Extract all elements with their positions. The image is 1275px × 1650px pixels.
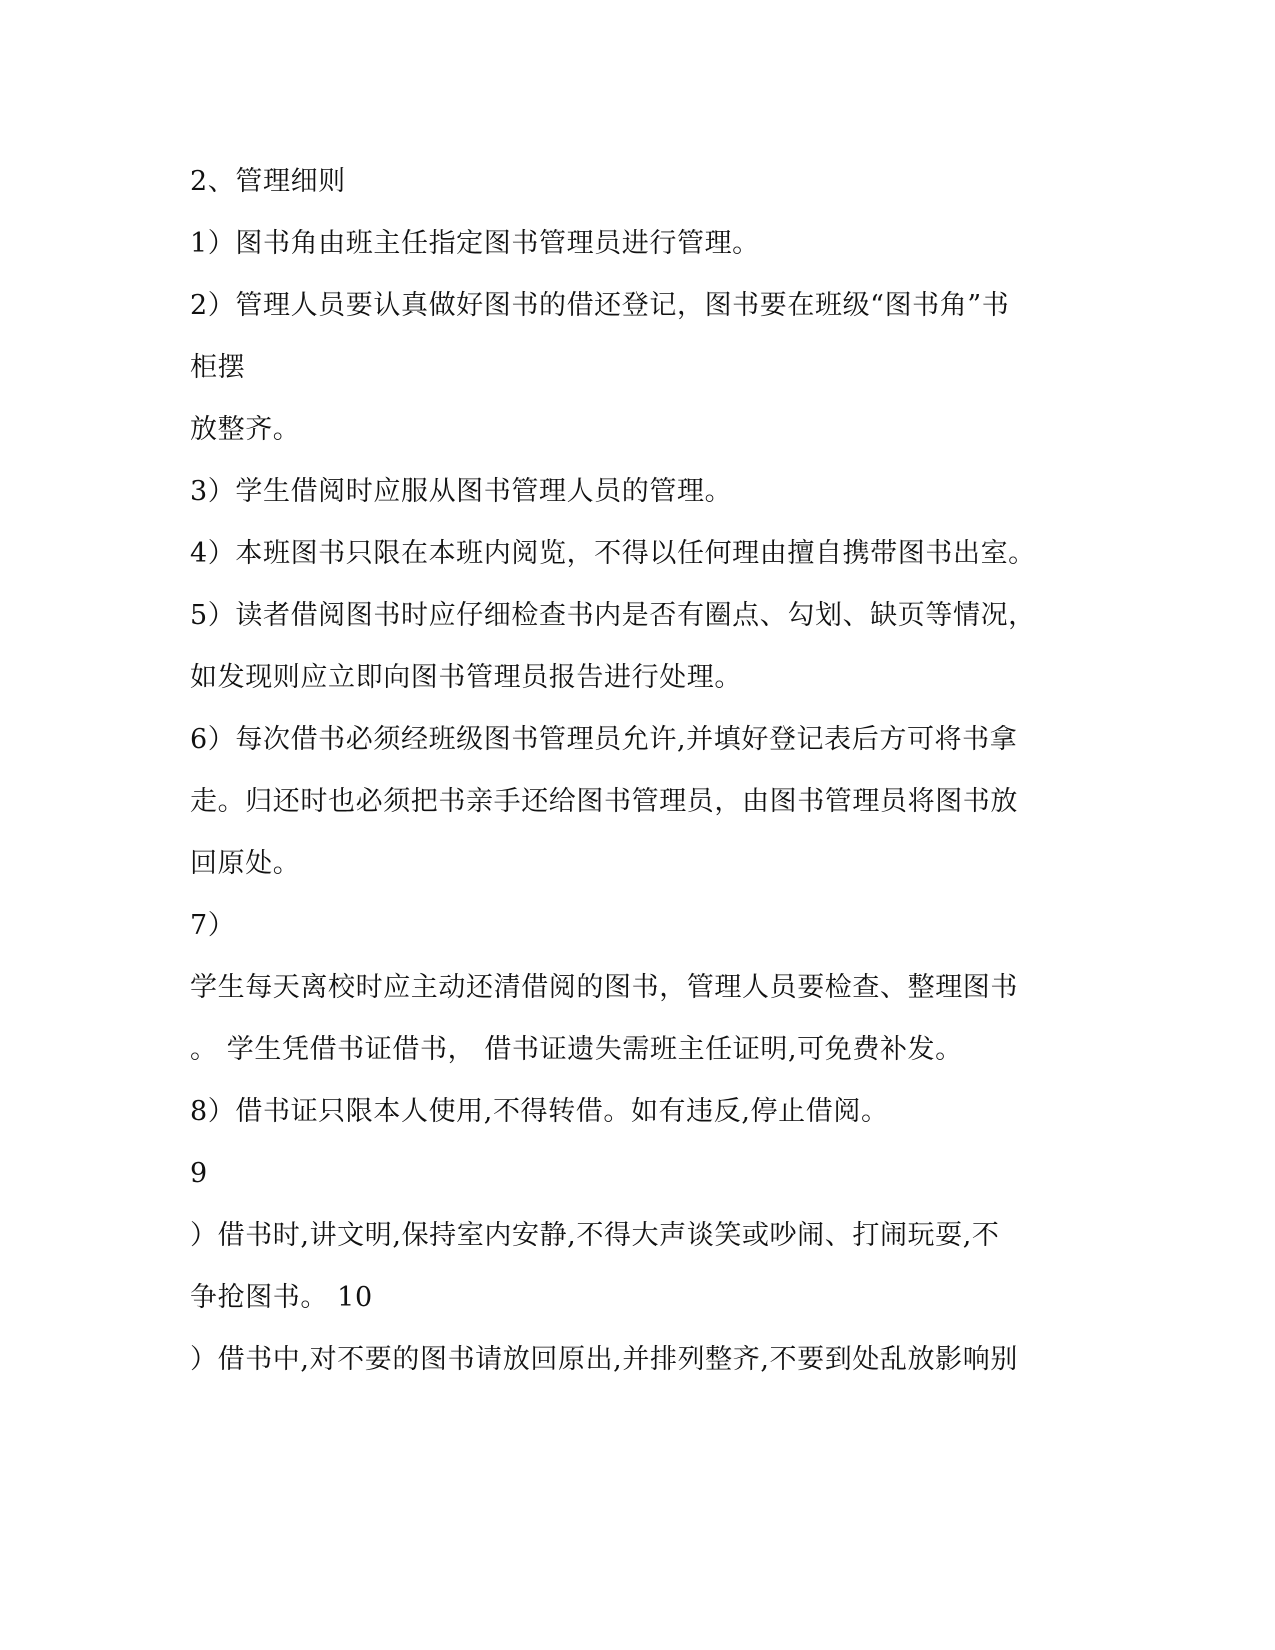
text-line: ）借书时,讲文明,保持室内安静,不得大声谈笑或吵闹、打闹玩耍,不 (190, 1220, 1000, 1251)
text-line: 。 学生凭借书证借书， 借书证遗失需班主任证明,可免费补发。 (190, 1034, 963, 1065)
text-line: ）借书中,对不要的图书请放回原出,并排列整齐,不要到处乱放影响别 (190, 1344, 1018, 1375)
text-line: 走。归还时也必须把书亲手还给图书管理员，由图书管理员将图书放 (190, 786, 1018, 817)
text-line: 放整齐。 (190, 414, 301, 445)
text-line: 如发现则应立即向图书管理员报告进行处理。 (190, 662, 742, 693)
text-line: 回原处。 (190, 848, 301, 879)
text-line: 学生每天离校时应主动还清借阅的图书，管理人员要检查、整理图书 (190, 972, 1018, 1003)
text-line: 6）每次借书必须经班级图书管理员允许,并填好登记表后方可将书拿 (190, 724, 1018, 755)
text-line: 2）管理人员要认真做好图书的借还登记，图书要在班级“图书角”书 (190, 290, 1010, 321)
text-line: 4）本班图书只限在本班内阅览，不得以任何理由擅自携带图书出室。 (190, 538, 1036, 569)
text-line: 争抢图书。 10 (190, 1282, 373, 1313)
section-heading: 2、管理细则 (190, 166, 346, 197)
text-line: 7） (190, 910, 236, 941)
text-line: 5）读者借阅图书时应仔细检查书内是否有圈点、勾划、缺页等情况， (190, 600, 1036, 631)
text-line: 柜摆 (190, 352, 246, 383)
text-line: 1）图书角由班主任指定图书管理员进行管理。 (190, 228, 760, 259)
text-line: 8）借书证只限本人使用,不得转借。如有违反,停止借阅。 (190, 1096, 889, 1127)
text-line: 3）学生借阅时应服从图书管理人员的管理。 (190, 476, 733, 507)
text-line: 9 (190, 1158, 208, 1189)
